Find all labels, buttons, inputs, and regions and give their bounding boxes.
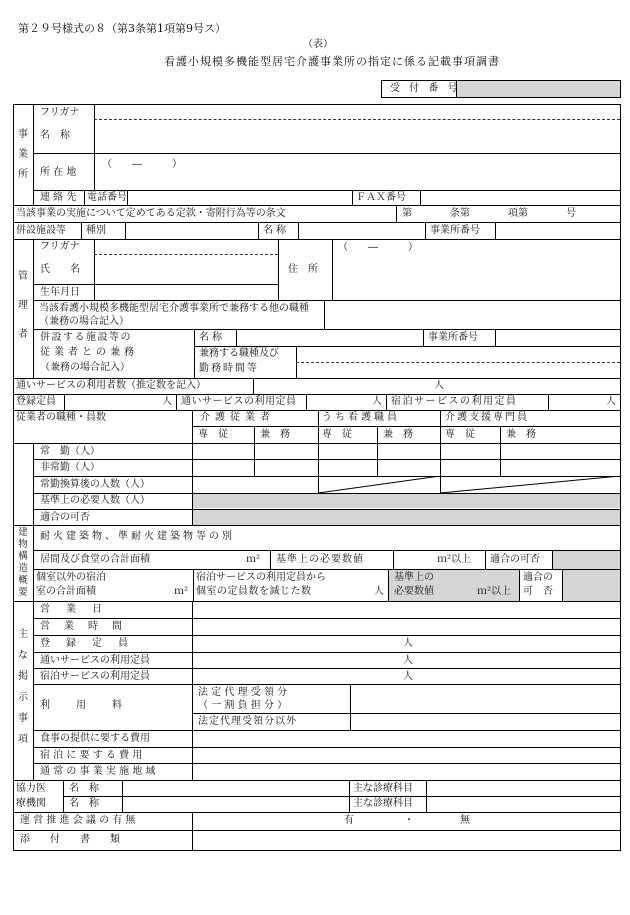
kanrisha-concurrent-line2: 従業者との兼務 bbox=[40, 347, 138, 358]
capacity-touroku-label: 登録定員 bbox=[16, 396, 56, 407]
line bbox=[192, 601, 193, 780]
coop-dept-2-label: 主な診療科目 bbox=[353, 798, 413, 809]
jigyosho-name-label: 名 称 bbox=[40, 130, 70, 141]
line bbox=[396, 205, 397, 222]
page-title: 看護小規模多機能型居宅介護事業所の指定に係る記載事項調書 bbox=[164, 55, 500, 68]
building-fit-label: 適合の可否 bbox=[490, 554, 540, 565]
line bbox=[192, 713, 620, 714]
line bbox=[33, 635, 620, 636]
line bbox=[485, 550, 486, 569]
fit-1-shaded bbox=[553, 551, 620, 569]
coop-label-line2: 療機関 bbox=[16, 798, 46, 809]
council-no[interactable]: 無 bbox=[460, 815, 470, 826]
line bbox=[495, 222, 496, 239]
line bbox=[33, 525, 34, 601]
line bbox=[552, 550, 553, 569]
line bbox=[423, 329, 424, 346]
line bbox=[33, 509, 620, 510]
line bbox=[13, 830, 621, 831]
main-fee-b-label: 法定代理受領分以外 bbox=[198, 716, 297, 727]
line bbox=[33, 763, 620, 764]
line bbox=[386, 394, 387, 410]
line bbox=[33, 329, 620, 330]
line bbox=[33, 668, 620, 669]
council-yes[interactable]: 有 bbox=[344, 815, 354, 826]
rules-jo: 条第 bbox=[450, 208, 470, 219]
coop-dept-1-label: 主な診療科目 bbox=[353, 783, 413, 794]
line bbox=[33, 239, 34, 378]
line bbox=[33, 747, 620, 748]
diagonal-lines bbox=[318, 476, 620, 493]
building-section-label: 建物構造概要 bbox=[18, 527, 28, 598]
kanrisha-name-label: 氏 名 bbox=[40, 264, 80, 275]
line bbox=[253, 378, 254, 394]
main-touroku-label: 登 録 定 員 bbox=[40, 638, 131, 649]
main-shuku-unit: 人 bbox=[403, 671, 413, 682]
line bbox=[63, 796, 620, 797]
frame-top bbox=[13, 104, 621, 105]
line bbox=[420, 190, 421, 205]
building-shuku-line2: 個室の定員数を減じた数 bbox=[196, 586, 312, 597]
line bbox=[33, 190, 620, 191]
line bbox=[33, 652, 620, 653]
line bbox=[562, 569, 563, 601]
frame-right bbox=[620, 104, 621, 851]
line bbox=[377, 426, 378, 476]
staff-ken-3: 兼 務 bbox=[506, 429, 536, 440]
line bbox=[33, 284, 278, 285]
staff-row-fit: 適合の可否 bbox=[40, 512, 90, 523]
capacity-touroku-unit: 人 bbox=[162, 396, 172, 407]
line bbox=[33, 730, 620, 731]
rules-dai: 第 bbox=[402, 208, 412, 219]
line bbox=[81, 222, 82, 239]
line bbox=[13, 410, 621, 411]
jigyosho-postal-template: （ ― ） bbox=[102, 159, 182, 170]
line bbox=[33, 618, 620, 619]
heisetsu-type-label: 種別 bbox=[86, 225, 106, 236]
line bbox=[84, 190, 85, 205]
line bbox=[33, 493, 620, 494]
dash bbox=[296, 362, 620, 363]
kanrisha-birthday-label: 生年月日 bbox=[40, 287, 80, 298]
line bbox=[125, 222, 126, 239]
building-std-area-label: 基準上の必要数値 bbox=[276, 554, 364, 565]
building-area-label: 居間及び食堂の合計面積 bbox=[40, 554, 150, 565]
staff-col-kango: うち看護職員 bbox=[322, 412, 400, 423]
capacity-shuku-unit: 人 bbox=[606, 396, 616, 407]
staff-sen-3: 専 従 bbox=[445, 429, 475, 440]
line bbox=[33, 684, 620, 685]
kanrisha-address-label: 住 所 bbox=[288, 264, 318, 275]
jigyosho-contact-label: 連 絡 先 bbox=[40, 192, 77, 203]
kanrisha-c-office-no-label: 事業所番号 bbox=[428, 332, 478, 343]
frame-bottom bbox=[13, 850, 621, 851]
staff-header: 従業者の職種・員数 bbox=[16, 412, 106, 423]
line bbox=[33, 153, 620, 154]
main-meal-label: 食事の提供に要する費用 bbox=[40, 733, 150, 744]
dash bbox=[94, 119, 620, 120]
line bbox=[64, 394, 65, 410]
line bbox=[495, 329, 496, 346]
line bbox=[193, 569, 194, 601]
building-fit-line2: 可 否 bbox=[523, 586, 553, 597]
kanrisha-c-name-label: 名 称 bbox=[199, 332, 223, 343]
tsuu-capacity-label: 通いサービスの利用者数（推定数を記入） bbox=[16, 380, 206, 391]
building-fit-line1: 適合の bbox=[523, 572, 553, 583]
kanrisha-c-duty-line2: 勤務時間等 bbox=[199, 363, 259, 374]
line bbox=[332, 239, 333, 300]
line bbox=[13, 239, 621, 240]
line bbox=[258, 222, 259, 239]
heisetsu-office-no-label: 事業所番号 bbox=[430, 225, 480, 236]
receipt-number-field[interactable] bbox=[457, 81, 620, 97]
line bbox=[13, 812, 621, 813]
main-fee-a-line2: （ 一 割 負 担 分 ） bbox=[198, 700, 288, 711]
staff-row-fulltime: 常 勤（人） bbox=[40, 446, 100, 457]
main-fee-a-line1: 法 定 代 理 受 領 分 bbox=[198, 687, 288, 698]
table-label: （表） bbox=[303, 39, 333, 50]
main-stay-label: 宿 泊 に 要 す る 費 用 bbox=[40, 750, 143, 761]
building-room-line1: 個室以外の宿泊 bbox=[36, 572, 106, 583]
capacity-tsuu-label: 通いサービスの利用定員 bbox=[181, 396, 297, 407]
dash bbox=[94, 254, 278, 255]
jigyosho-address-label: 所 在 地 bbox=[40, 167, 77, 178]
building-area-unit: ｍ² bbox=[246, 554, 261, 565]
line bbox=[13, 222, 621, 223]
line bbox=[270, 550, 271, 569]
main-eigyobi-label: 営 業 日 bbox=[40, 604, 105, 615]
capacity-tsuu-unit: 人 bbox=[372, 396, 382, 407]
frame-left bbox=[13, 104, 14, 851]
staff-sen-2: 専 従 bbox=[322, 429, 352, 440]
building-room-line2: 室の合計面積 bbox=[36, 586, 96, 597]
fit-2-shaded bbox=[563, 570, 620, 601]
line bbox=[176, 394, 177, 410]
tsuu-capacity-unit: 人 bbox=[434, 380, 444, 391]
jigyosho-phone-label: 電話番号 bbox=[87, 192, 127, 203]
line bbox=[33, 443, 34, 525]
line bbox=[94, 239, 95, 300]
line bbox=[127, 190, 128, 205]
staff-row-required: 基準上の必要人数（人） bbox=[40, 495, 150, 506]
attachments-label: 添 付 書 類 bbox=[20, 834, 120, 845]
line bbox=[352, 190, 353, 205]
line bbox=[278, 239, 279, 300]
main-tsuu-label: 通いサービスの利用定員 bbox=[40, 655, 150, 666]
line bbox=[350, 684, 351, 730]
form-number: 第２９号様式の８（第3条第1項第9号ス） bbox=[18, 22, 226, 35]
line bbox=[13, 525, 621, 526]
coop-label-line1: 協力医 bbox=[16, 783, 46, 794]
building-shuku-line1: 宿泊サービスの利用定員から bbox=[196, 572, 326, 583]
main-section-label: 主な掲示事項 bbox=[18, 629, 28, 745]
line bbox=[194, 346, 620, 347]
line bbox=[298, 222, 299, 239]
line bbox=[236, 329, 237, 346]
main-eigyojikan-label: 営 業 時 間 bbox=[40, 621, 124, 632]
line bbox=[13, 780, 621, 781]
receipt-number-label: 受 付 番 号 bbox=[390, 83, 461, 94]
coop-name-1-label: 名 称 bbox=[69, 783, 99, 794]
building-room-unit: ｍ² bbox=[174, 586, 189, 597]
line bbox=[194, 329, 195, 378]
line bbox=[94, 104, 95, 190]
line bbox=[393, 550, 394, 569]
line bbox=[388, 569, 389, 601]
heisetsu-label: 併設施設等 bbox=[16, 225, 66, 236]
kanrisha-section-label: 管理者 bbox=[18, 271, 28, 340]
line bbox=[33, 550, 620, 551]
line bbox=[33, 459, 620, 460]
kanrisha-other-duty-label: 当該看護小規模多機能型居宅介護事業所で兼務する他の職種（兼務の場合記入） bbox=[39, 303, 309, 327]
line bbox=[548, 394, 549, 410]
council-label: 運 営 推 進 会 議 の 有 無 bbox=[20, 815, 136, 826]
kanrisha-c-duty-line1: 兼務する職種及び bbox=[199, 348, 279, 359]
rules-label: 当該事業の実施について定めてある定款・寄附行為等の条文 bbox=[16, 208, 286, 219]
kanrisha-concurrent-line3: （兼務の場合記入） bbox=[40, 362, 130, 373]
building-std-line1: 基準上の bbox=[394, 572, 434, 583]
jigyosho-furigana-label: フリガナ bbox=[40, 107, 80, 118]
receipt-box-right bbox=[620, 80, 621, 98]
jigyosho-fax-label: ＦＡＸ番号 bbox=[356, 192, 406, 203]
capacity-shuku-label: 宿泊サービスの利用定員 bbox=[391, 396, 518, 407]
building-area-over: ｍ²以上 bbox=[437, 554, 472, 565]
staff-ken-1: 兼 務 bbox=[260, 429, 290, 440]
line bbox=[13, 443, 621, 444]
line bbox=[192, 812, 193, 850]
line bbox=[192, 410, 193, 525]
staff-sen-1: 専 従 bbox=[198, 429, 228, 440]
jigyosho-section-label: 事業所 bbox=[18, 129, 28, 180]
line bbox=[13, 378, 621, 379]
line bbox=[33, 601, 34, 780]
coop-name-2-label: 名 称 bbox=[69, 798, 99, 809]
heisetsu-name-label: 名 称 bbox=[263, 225, 287, 236]
building-shuku-unit: 人 bbox=[374, 586, 384, 597]
staff-row-fte: 常勤換算後の人数（人） bbox=[40, 479, 150, 490]
main-touroku-unit: 人 bbox=[403, 638, 413, 649]
line bbox=[13, 394, 621, 395]
rules-ko: 項第 bbox=[508, 208, 528, 219]
building-std-over: ｍ²以上 bbox=[477, 586, 512, 597]
staff-row-parttime: 非常勤（人） bbox=[40, 462, 100, 473]
line bbox=[192, 426, 620, 427]
fit-row-shaded bbox=[193, 509, 620, 525]
line bbox=[519, 569, 520, 601]
receipt-box-left bbox=[381, 80, 382, 98]
kanrisha-concurrent-line1: 併設する施設等の bbox=[40, 332, 132, 343]
staff-col-caremanager: 介護支援専門員 bbox=[445, 412, 529, 423]
main-tsuu-unit: 人 bbox=[403, 655, 413, 666]
line bbox=[500, 426, 501, 476]
receipt-box-bottom bbox=[381, 97, 621, 98]
council-separator: ・ bbox=[404, 815, 414, 826]
building-fire-label: 耐火建築物、準耐火建築物等の別 bbox=[40, 531, 235, 542]
building-std-line2: 必要数値 bbox=[394, 586, 434, 597]
line bbox=[254, 426, 255, 476]
required-count-shaded bbox=[193, 493, 620, 508]
line bbox=[13, 601, 621, 602]
main-shuku-label: 宿泊サービスの利用定員 bbox=[40, 671, 150, 682]
main-fee-label: 利 用 料 bbox=[40, 700, 124, 711]
staff-col-kaigo: 介護従業者 bbox=[200, 412, 275, 423]
kanrisha-postal-template: （ ― ） bbox=[338, 242, 418, 253]
kanrisha-furigana-label: フリガナ bbox=[40, 241, 80, 252]
line bbox=[306, 394, 307, 410]
rules-go: 号 bbox=[566, 208, 576, 219]
line bbox=[13, 205, 621, 206]
line bbox=[425, 222, 426, 239]
line bbox=[33, 300, 620, 301]
line bbox=[33, 569, 620, 570]
line bbox=[324, 300, 325, 329]
staff-ken-2: 兼 務 bbox=[383, 429, 413, 440]
main-area-label: 通 常 の 事 業 実 施 地 域 bbox=[40, 766, 156, 777]
